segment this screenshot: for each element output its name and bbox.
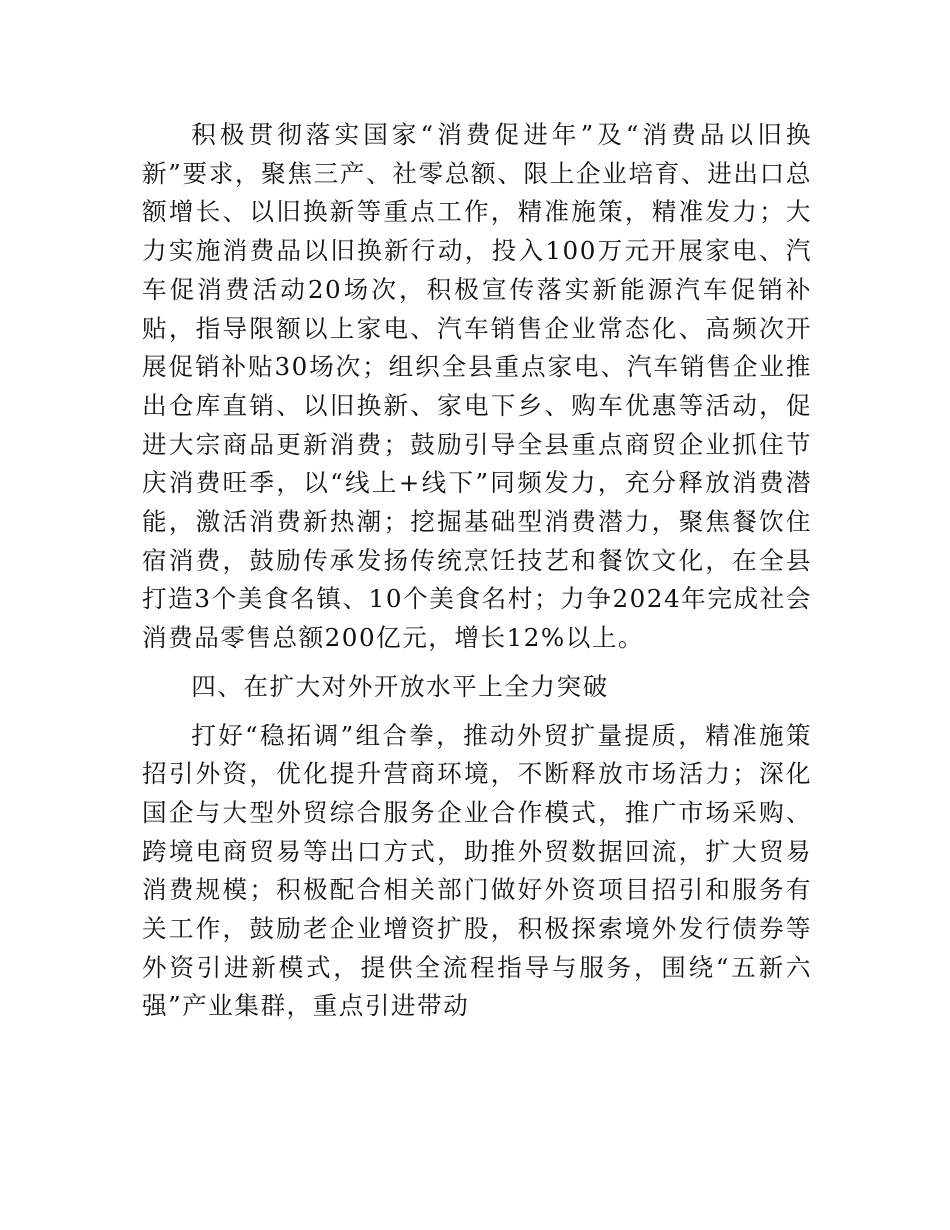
document-body xyxy=(142,116,812,1026)
paragraph-opening-up: 打好“稳拓调”组合拳，推动外贸扩量提质，精准施策招引外资，优化提升营商环境，不断释放市场活力；深化国企与大型外贸综合服务企业合作模式，推广市场采购、跨境电商贸易等出口方式，助推外贸数据回流，扩大贸易消费规模；积极配合相关部门做好外资项目招引和服务有关工作，鼓励老企业增资扩股，积极探索境外发行债券等外资引进新模式，提供全流程指导与服务，围绕“五新六强”产业集群，重点引进带动 xyxy=(142,720,812,1021)
paragraph-consumption-promotion: 积极贯彻落实国家“消费促进年”及“消费品以旧换新”要求，聚焦三产、社零总额、限上企业培育、进出口总额增长、以旧换新等重点工作，精准施策，精准发力；大力实施消费品以旧换新行动，投入100万元开展家电、汽车促消费活动20场次，积极宣传落实新能源汽车促销补贴，指导限额以上家电、汽车销售企业常态化、高频次开展促销补贴30场次；组织全县重点家电、汽车销售企业推出仓库直销、以旧换新、家电下乡、购车优惠等活动，促进大宗商品更新消费；鼓励引导全县重点商贸企业抓住节庆消费旺季，以“线上+线下”同频发力，充分释放消费潜能，激活消费新热潮；挖掘基础型消费潜力，聚焦餐饮住宿消费，鼓励传承发扬传统烹饪技艺和餐饮文化，在全县打造3个美食名镇、10个美食名村；力争2024年完成社会消费品零售总额200亿元，增长12%以上。 xyxy=(142,120,812,653)
section-heading: 四、在扩大对外开放水平上全力突破 xyxy=(191,671,609,701)
